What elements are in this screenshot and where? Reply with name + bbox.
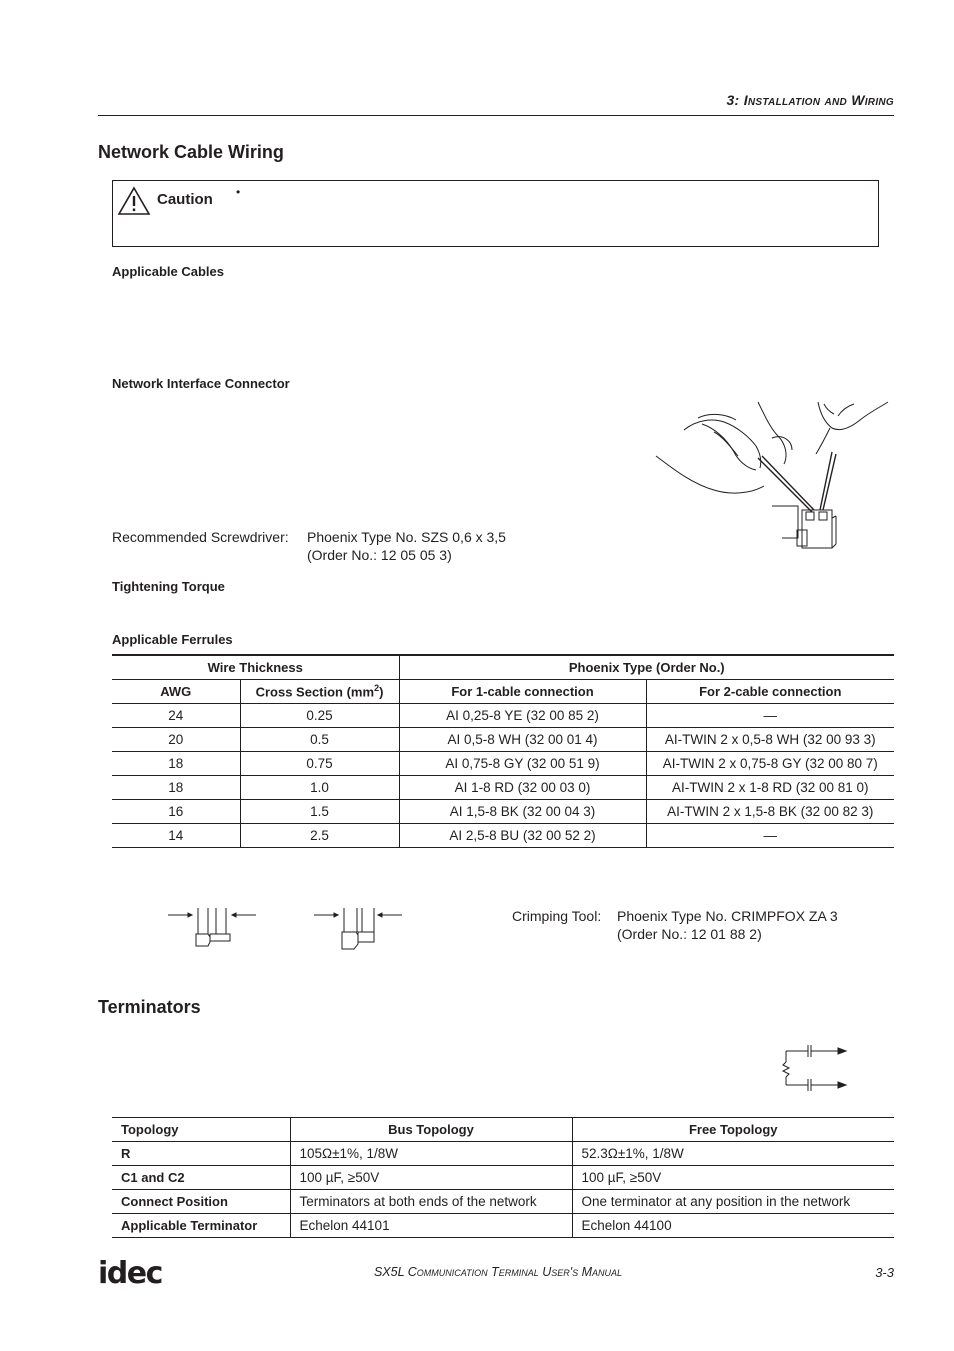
caution-label: Caution [157, 191, 213, 208]
cell-2-cable: AI-TWIN 2 x 1-8 RD (32 00 81 0) [646, 776, 894, 800]
table-row [112, 704, 894, 728]
cell-cross-section: 2.5 [240, 824, 399, 848]
cell-awg: 14 [112, 824, 240, 848]
table-row [112, 800, 894, 824]
cell-free: 100 µF, ≥50V [572, 1166, 894, 1190]
cell-awg: 18 [112, 776, 240, 800]
table-row [112, 824, 894, 848]
table-header-row [112, 655, 894, 680]
header-1-cable: For 1-cable connection [399, 680, 646, 704]
cell-awg: 24 [112, 704, 240, 728]
row-label-connect-position: Connect Position [112, 1190, 290, 1214]
cell-2-cable: AI-TWIN 2 x 0,75-8 GY (32 00 80 7) [646, 752, 894, 776]
footer-manual-title: SX5L Communication Terminal User's Manual [373, 1265, 623, 1279]
screwdriver-value: Phoenix Type No. SZS 0,6 x 3,5 [307, 529, 506, 545]
section-title-terminators: Terminators [98, 997, 201, 1017]
table-row [112, 1142, 894, 1166]
cell-bus: 100 µF, ≥50V [290, 1166, 572, 1190]
crimping-tool-order: (Order No.: 12 01 88 2) [617, 926, 762, 942]
caution-bullet: • [236, 185, 241, 199]
applicable-cables-heading: Applicable Cables [112, 264, 224, 279]
screwdriver-label: Recommended Screwdriver: [112, 529, 289, 545]
header-free-topology: Free Topology [572, 1118, 894, 1142]
cell-awg: 20 [112, 728, 240, 752]
cell-bus: 105Ω±1%, 1/8W [290, 1142, 572, 1166]
idec-logo: idec [98, 1256, 162, 1291]
header-awg: AWG [112, 680, 240, 704]
chapter-header: 3: Installation and Wiring [726, 92, 894, 108]
cell-cross-section: 0.5 [240, 728, 399, 752]
network-interface-connector-heading: Network Interface Connector [112, 376, 290, 391]
single-ferrule-diagram [166, 904, 258, 950]
screwdriver-order: (Order No.: 12 05 05 3) [307, 547, 452, 563]
row-label-r: R [112, 1142, 290, 1166]
warning-triangle-icon [117, 186, 151, 216]
table-row [112, 1214, 894, 1238]
tightening-torque-heading: Tightening Torque [112, 579, 225, 594]
crimping-tool-label: Crimping Tool: [512, 908, 602, 924]
cell-1-cable: AI 1,5-8 BK (32 00 04 3) [399, 800, 646, 824]
page-number: 3-3 [875, 1265, 894, 1280]
table-row [112, 1190, 894, 1214]
caution-box [112, 180, 879, 247]
cell-cross-section: 0.25 [240, 704, 399, 728]
row-label-c1-c2: C1 and C2 [112, 1166, 290, 1190]
cell-1-cable: AI 0,25-8 YE (32 00 85 2) [399, 704, 646, 728]
header-wire-thickness: Wire Thickness [112, 655, 399, 680]
cell-free: 52.3Ω±1%, 1/8W [572, 1142, 894, 1166]
twin-ferrule-diagram [312, 904, 404, 950]
crimping-tool-value: Phoenix Type No. CRIMPFOX ZA 3 [617, 908, 838, 924]
header-cross-section: Cross Section $(mm^2)$ [240, 680, 399, 704]
screwdriver-connector-illustration [652, 398, 892, 558]
table-row [112, 728, 894, 752]
table-row [112, 1166, 894, 1190]
cell-1-cable: AI 2,5-8 BU (32 00 52 2) [399, 824, 646, 848]
cell-free: One terminator at any position in the network [572, 1190, 894, 1214]
table-row [112, 776, 894, 800]
cell-awg: 16 [112, 800, 240, 824]
row-label-applicable-terminator: Applicable Terminator [112, 1214, 290, 1238]
applicable-ferrules-heading: Applicable Ferrules [112, 632, 233, 647]
section-title-network-cable-wiring: Network Cable Wiring [98, 142, 284, 162]
header-rule [98, 115, 894, 116]
cell-2-cable: — [646, 824, 894, 848]
terminator-circuit-diagram [778, 1040, 850, 1094]
ferrules-table [112, 654, 894, 848]
cell-cross-section: 1.5 [240, 800, 399, 824]
table-header-row [112, 1118, 894, 1142]
cell-1-cable: AI 0,75-8 GY (32 00 51 9) [399, 752, 646, 776]
cell-2-cable: AI-TWIN 2 x 0,5-8 WH (32 00 93 3) [646, 728, 894, 752]
cell-awg: 18 [112, 752, 240, 776]
header-bus-topology: Bus Topology [290, 1118, 572, 1142]
cell-1-cable: AI 1-8 RD (32 00 03 0) [399, 776, 646, 800]
cell-free: Echelon 44100 [572, 1214, 894, 1238]
header-phoenix-type: Phoenix Type (Order No.) [399, 655, 894, 680]
table-header-row [112, 680, 894, 704]
cell-bus: Echelon 44101 [290, 1214, 572, 1238]
header-2-cable: For 2-cable connection [646, 680, 894, 704]
cell-2-cable: AI-TWIN 2 x 1,5-8 BK (32 00 82 3) [646, 800, 894, 824]
cell-cross-section: 1.0 [240, 776, 399, 800]
cell-1-cable: AI 0,5-8 WH (32 00 01 4) [399, 728, 646, 752]
header-topology: Topology [112, 1118, 290, 1142]
cell-2-cable: — [646, 704, 894, 728]
table-row [112, 752, 894, 776]
cell-cross-section: 0.75 [240, 752, 399, 776]
terminators-table [112, 1117, 894, 1238]
cell-bus: Terminators at both ends of the network [290, 1190, 572, 1214]
